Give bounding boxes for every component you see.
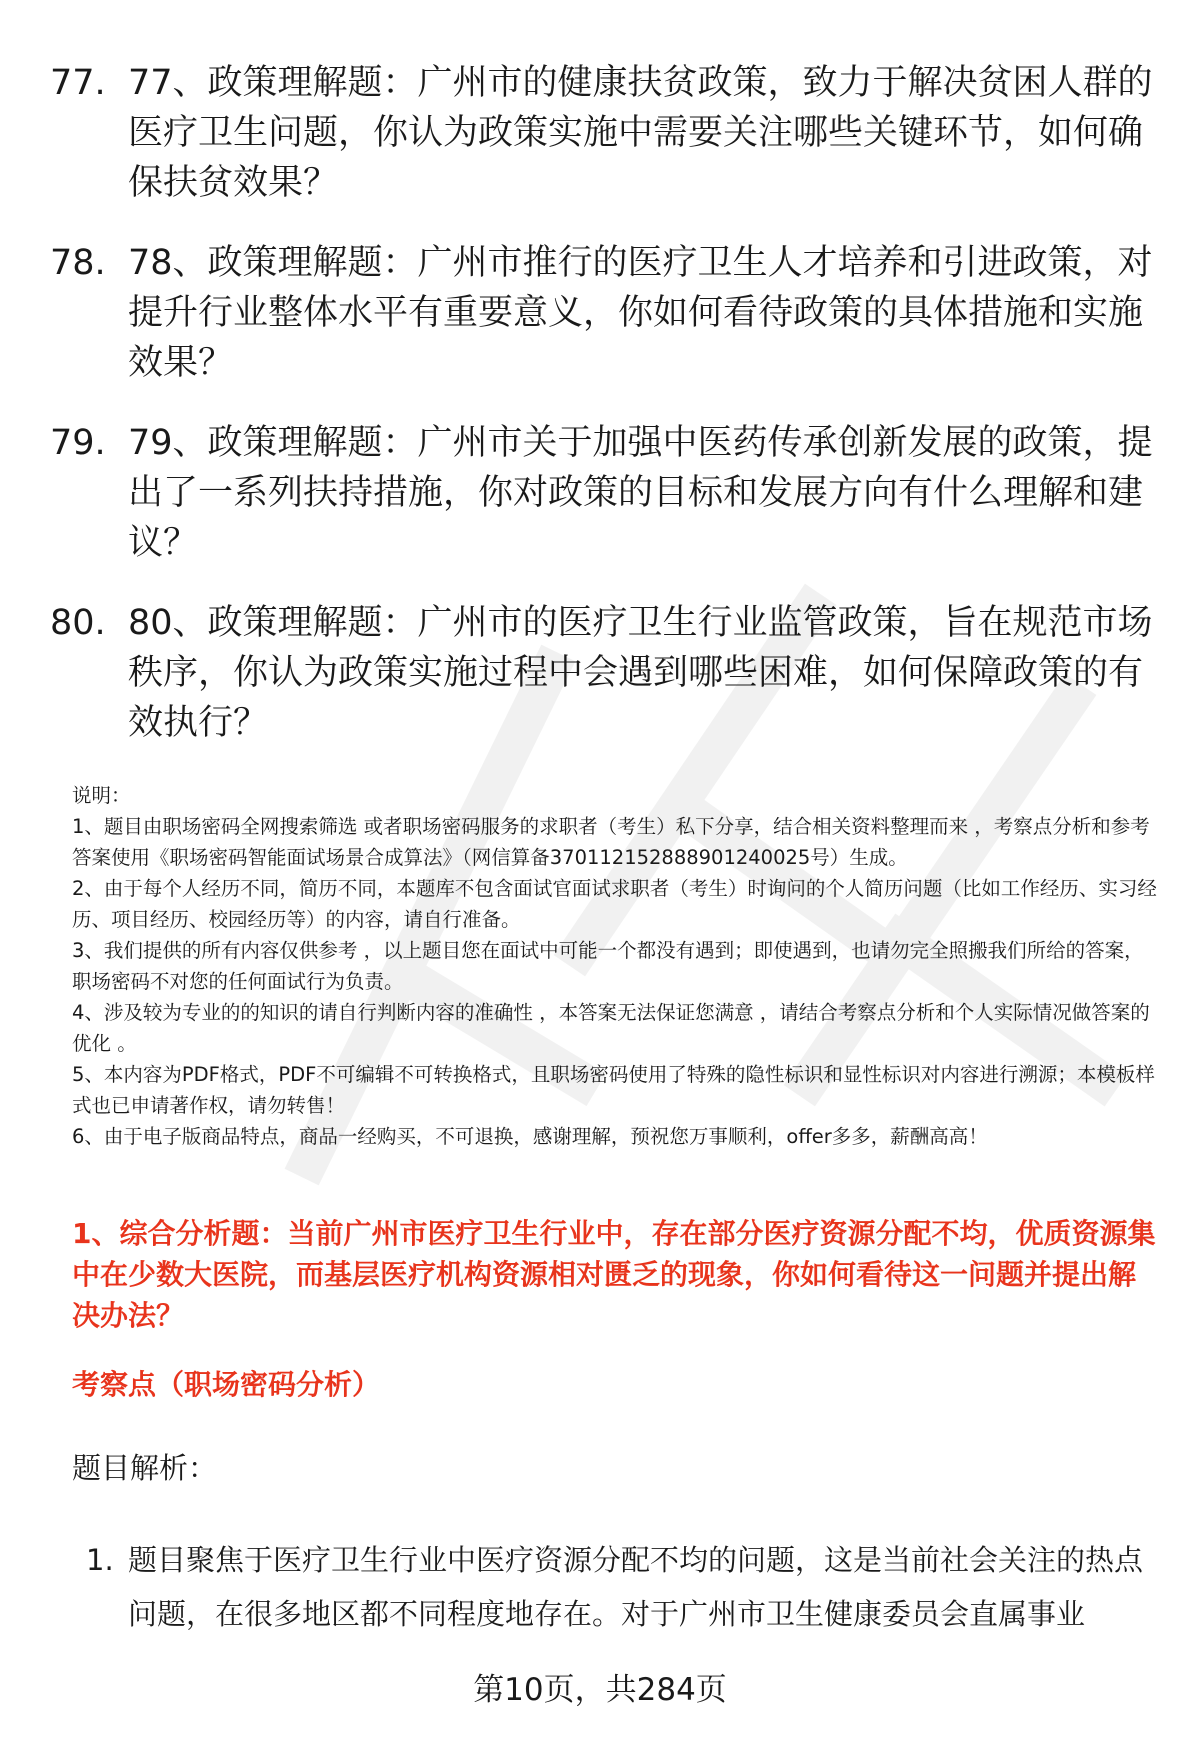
question-item	[50, 598, 1160, 748]
analysis-text: 题目聚焦于医疗卫生行业中医疗资源分配不均的问题，这是当前社会关注的热点问题，在很多地区都不同程度地存在。对于广州市卫生健康委员会直属事业	[128, 1543, 1144, 1631]
question-number: 78.	[50, 243, 106, 283]
note-item: 1、题目由职场密码全网搜索筛选 或者职场密码服务的求职者（考生）私下分享，结合相关资料整理而来 ，考察点分析和参考答案使用《职场密码智能面试场景合成算法》（网信算备370112152888901240025号）生成。	[72, 815, 1150, 869]
question-text: 80、政策理解题：广州市的医疗卫生行业监管政策，旨在规范市场秩序，你认为政策实施过程中会遇到哪些困难，如何保障政策的有效执行？	[128, 603, 1153, 743]
analysis-label: 题目解析：	[72, 1451, 218, 1485]
analysis-number: 1.	[86, 1543, 114, 1577]
page-footer: 第10页，共284页	[473, 1672, 727, 1708]
question-item	[50, 238, 1160, 388]
question-item	[50, 418, 1160, 568]
notes-heading: 说明：	[72, 784, 131, 807]
notes-section	[72, 780, 1162, 1152]
analysis-question: 1、综合分析题：当前广州市医疗卫生行业中，存在部分医疗资源分配不均，优质资源集中在少数大医院，而基层医疗机构资源相对匮乏的现象，你如何看待这一问题并提出解决办法？	[72, 1217, 1156, 1332]
analysis-item	[72, 1533, 1162, 1641]
question-text: 78、政策理解题：广州市推行的医疗卫生人才培养和引进政策，对提升行业整体水平有重要意义，你如何看待政策的具体措施和实施效果？	[128, 243, 1153, 383]
question-list	[50, 58, 1160, 778]
note-item: 5、本内容为PDF格式，PDF不可编辑不可转换格式，且职场密码使用了特殊的隐性标识和显性标识对内容进行溯源；本模板样式也已申请著作权，请勿转售！	[72, 1063, 1155, 1117]
kaocha-heading: 考察点（职场密码分析）	[72, 1368, 381, 1401]
question-item	[50, 58, 1160, 208]
question-number: 77.	[50, 63, 106, 103]
question-text: 79、政策理解题：广州市关于加强中医药传承创新发展的政策，提出了一系列扶持措施，你对政策的目标和发展方向有什么理解和建议？	[128, 423, 1153, 563]
question-number: 79.	[50, 423, 106, 463]
note-item: 4、涉及较为专业的的知识的请自行判断内容的准确性 ，本答案无法保证您满意 ，请结合考察点分析和个人实际情况做答案的优化 。	[72, 1001, 1150, 1055]
note-item: 2、由于每个人经历不同，简历不同，本题库不包含面试官面试求职者（考生）时询问的个人简历问题（比如工作经历、实习经历、项目经历、校园经历等）的内容，请自行准备。	[72, 877, 1157, 931]
question-text: 77、政策理解题：广州市的健康扶贫政策，致力于解决贫困人群的医疗卫生问题，你认为政策实施中需要关注哪些关键环节，如何确保扶贫效果？	[128, 63, 1153, 203]
analysis-list	[72, 1533, 1162, 1641]
note-item: 3、我们提供的所有内容仅供参考 ，以上题目您在面试中可能一个都没有遇到；即使遇到，也请勿完全照搬我们所给的答案，职场密码不对您的任何面试行为负责。	[72, 939, 1144, 993]
question-number: 80.	[50, 603, 106, 643]
note-item: 6、由于电子版商品特点，商品一经购买，不可退换，感谢理解，预祝您万事顺利，offer多多，薪酬高高！	[72, 1125, 988, 1148]
